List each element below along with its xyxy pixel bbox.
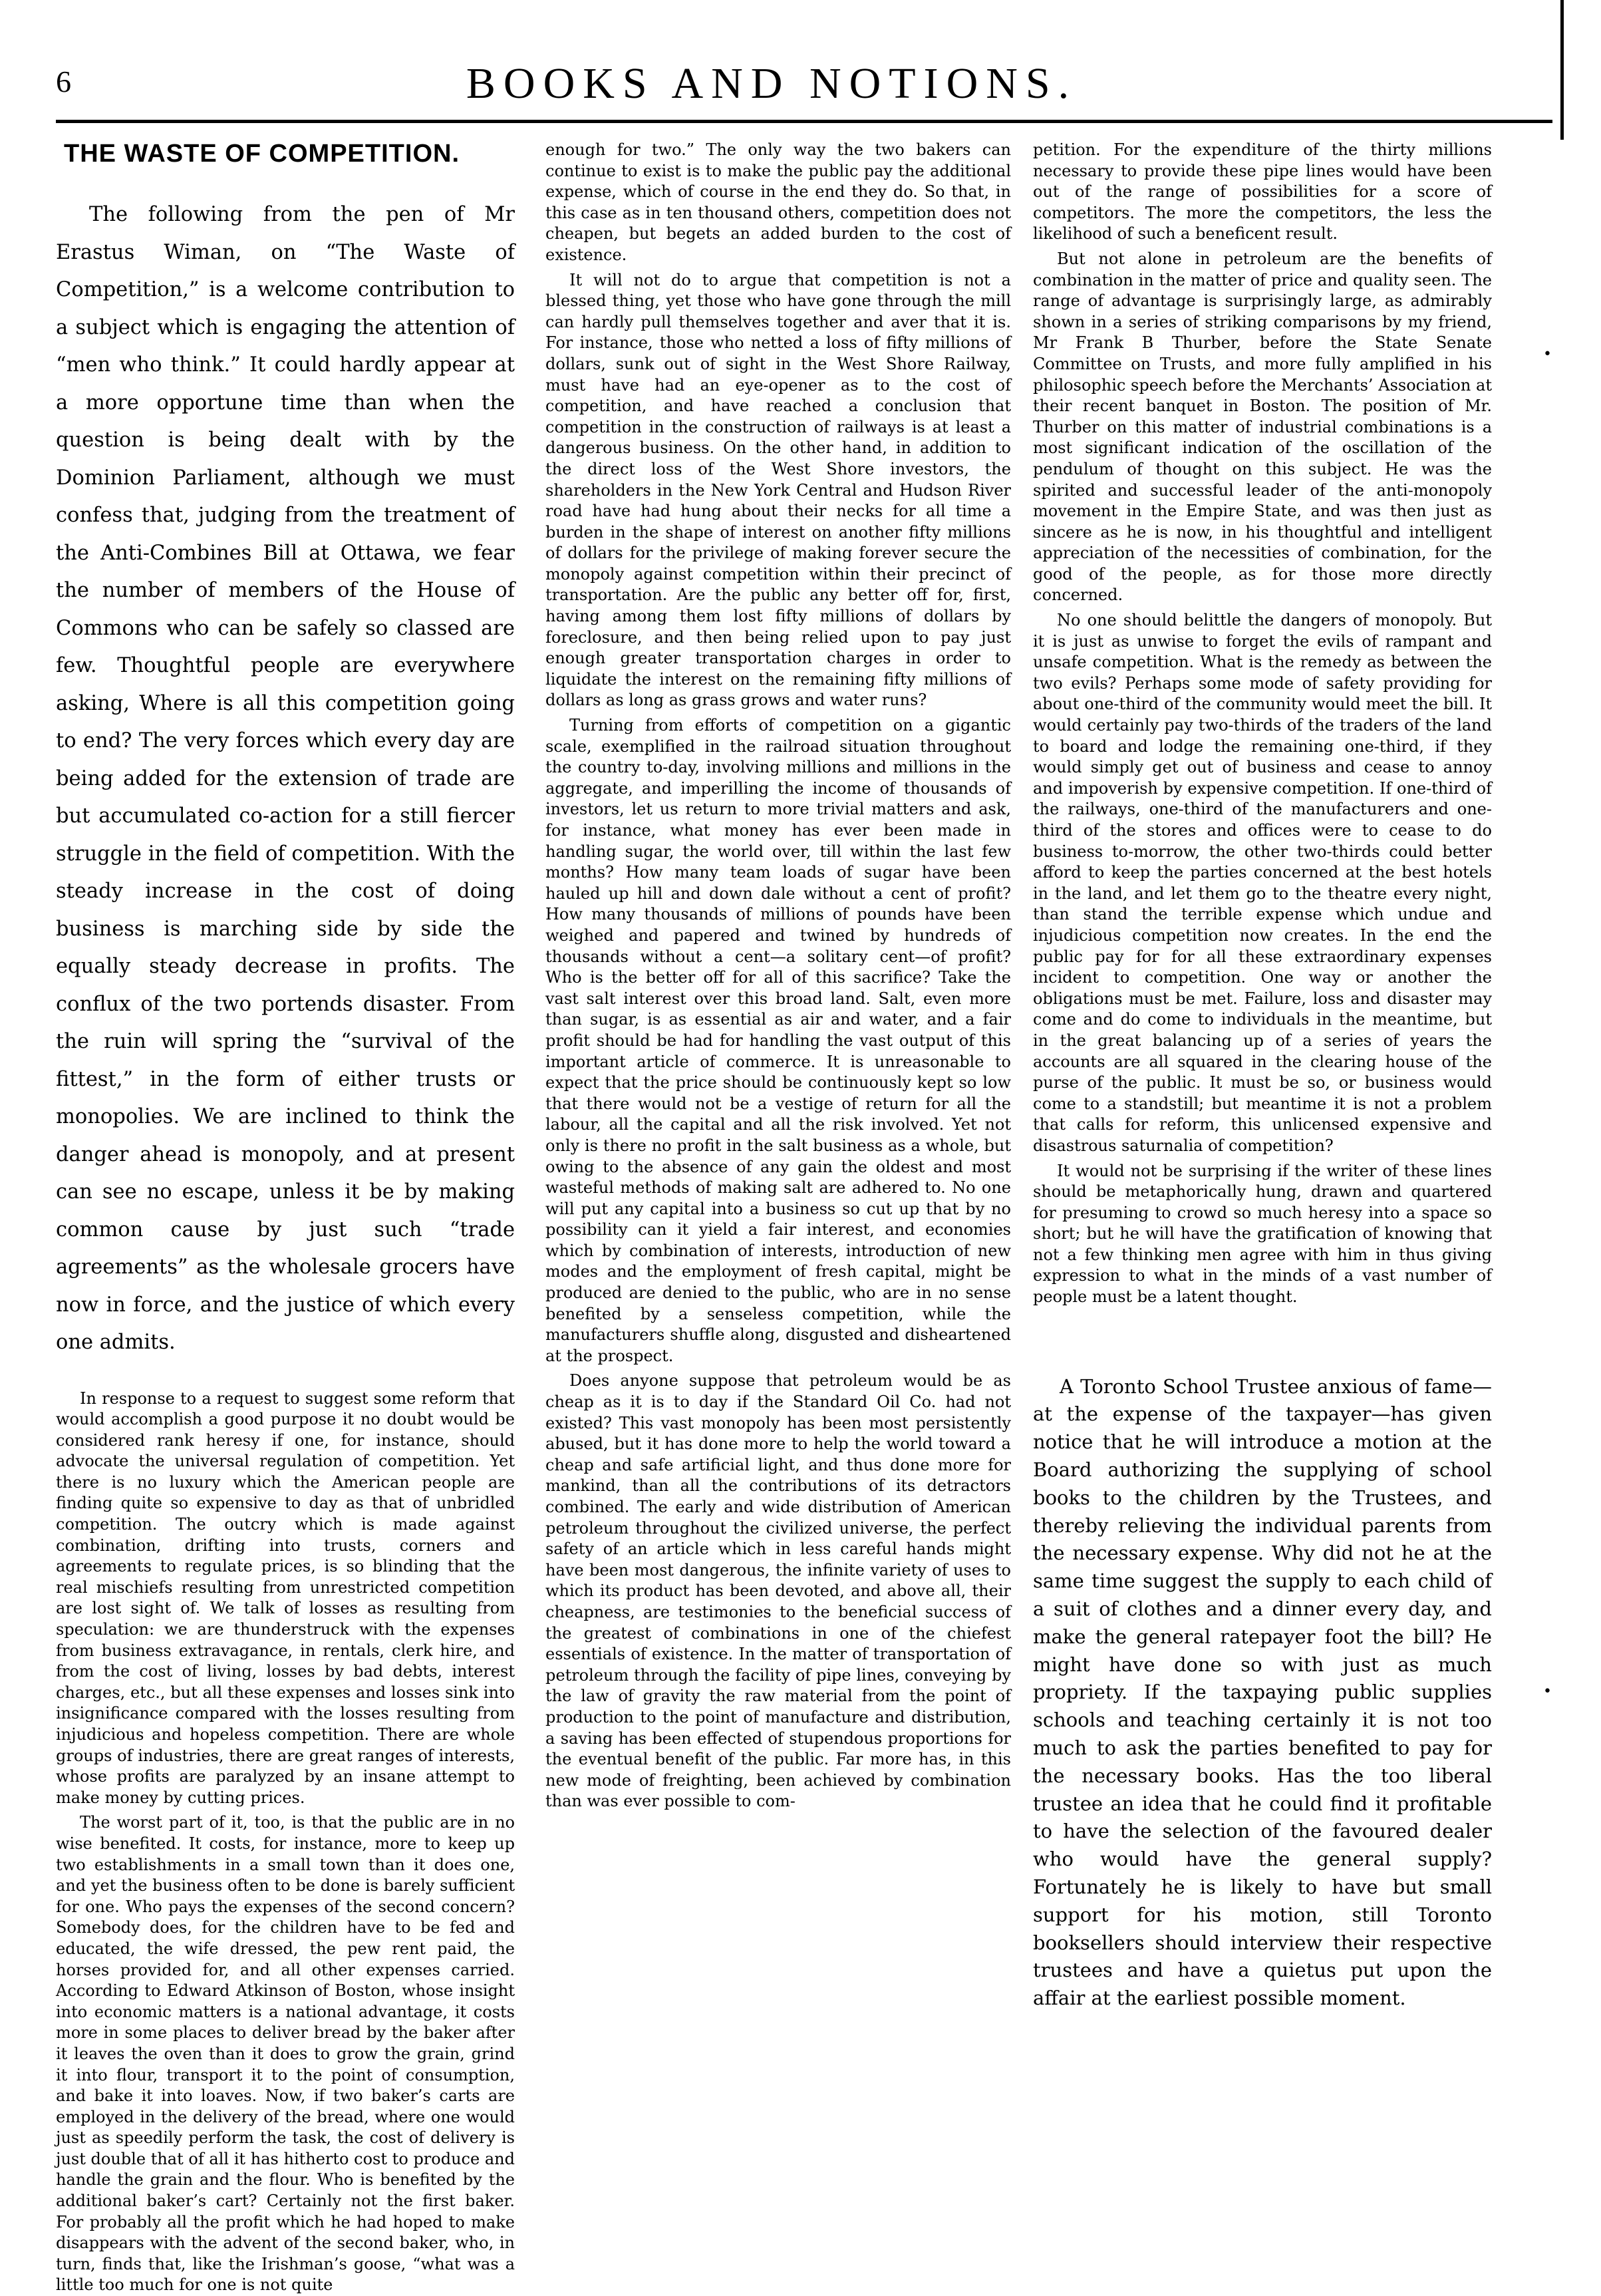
- section-gap: [1033, 1312, 1492, 1373]
- body-paragraph: In response to a request to suggest some reform that would accomplish a good purpose it no doubt would be considered rank heresy if one, for instance, should advocate the universal regulation of competition. Yet there is no luxury which the American people are finding quite so expensive to day as that of unbridled competition. The outcry which is made against combination, drifting into trusts, corners and agreements to regulate prices, is so blinding that the real mischiefs resulting from unrestricted competition are lost sight of. We talk of losses as resulting from speculation: we are thunderstruck with the expenses from business extravagance, in rentals, clerk hire, and from the cost of living, losses by bad debts, interest charges, etc., but all these expenses and losses sink into insignificance compared with the losses resulting from injudicious and hopeless competition. There are whole groups of industries, there are great ranges of interests, whose profits are paralyzed by an insane attempt to make money by cutting prices.: [56, 1389, 515, 1807]
- column-2: [545, 140, 1011, 2109]
- masthead: BOOKS AND NOTIONS.: [466, 59, 1078, 108]
- body-paragraph: No one should belittle the dangers of monopoly. But it is just as unwise to forget the evils of rampant and unsafe competition. What is the remedy as between the two evils? Perhaps some mode of safety providing for about one-third of the community would meet the bill. It would certainly pay two-thirds of the traders of the land to board and lodge the remaining one-third, if they would simply get out of business and cease to annoy and impoverish by expensive competition. If one-third of the railways, one-third of the manufacturers and one-third of the stores and offices were to cease to do business to-morrow, the other two-thirds could better afford to keep the parties concerned at the best hotels in the land, and let them go to the theatre every night, than stand the terrible expense which undue and injudicious competition now creates. In the end the public pay for for all these extraordinary expenses incident to competition. One way or another the obligations must be met. Failure, loss and disaster may come and do come to individuals in the meantime, but in the great balancing up of a series of years the accounts are all squared in the clearing house of the purse of the public. It must be so, or business would come to a standstill; but meantime it is not a problem that calls for reform, this unlicensed expensive and disastrous saturnalia of competition?: [1033, 611, 1492, 1155]
- margin-bar: [1560, 0, 1564, 140]
- lead-paragraph: The following from the pen of Mr Erastus Wiman, on “The Waste of Competition,” is a welcome contribution to a subject which is engaging the attention of “men who think.” It could hardly appear at a more opportune time than when the question is being dealt with by the Dominion Parliament, although we must confess that, judging from the treatment of the Anti-Combines Bill at Ottawa, we fear the number of members of the House of Commons who can be safely so classed are few. Thoughtful people are everywhere asking, Where is all this competition going to end? The very forces which every day are being added for the extension of trade are but accumulated co-action for a still fiercer struggle in the field of competition. With the steady increase in the cost of doing business is marching side by side the equally steady decrease in profits. The conflux of the two portends disaster. From the ruin will spring the “survival of the fittest,” in the form of either trusts or monopolies. We are inclined to think the danger ahead is monopoly, and at present can see no escape, unless it be by making common cause by just such “trade agreements” as the wholesale grocers have now in force, and the justice of which every one admits.: [56, 203, 515, 1354]
- article-title: THE WASTE OF COMPETITION.: [64, 140, 460, 168]
- body-paragraph: petition. For the expenditure of the thirty millions necessary to provide these pipe lines would have been out of the range of possibilities for a score of competitors. The more the competitors, the less the likelihood of such a beneficent result.: [1033, 140, 1492, 244]
- margin-speck: •: [1543, 346, 1552, 363]
- header-rule: [56, 120, 1552, 123]
- body-paragraph: Turning from efforts of competition on a gigantic scale, exemplified in the railroad situation throughout the country to-day, involving millions and millions in the aggregate, and imperilling the income of thousands of investors, let us return to more trivial matters and ask, for instance, what money has ever been made in handling sugar, the world over, till within the last few months? How many team loads of sugar have been hauled up hill and down dale without a cent of profit? How many thousands of millions of pounds have been weighed and papered and twined by hundreds of thousands without a cent—a solitary cent—of profit? Who is the better off for all of this sacrifice? Take the vast salt interest over this broad land. Salt, even more than sugar, is as essential as air and water, and a fair profit should be had for handling the vast output of this important article of commerce. It is unreasonable to expect that the price should be continuously kept so low that there would not be a vestige of return for all the labour, all the capital and all the risk involved. Yet not only is there no profit in the salt business as a whole, but owing to the absence of any gain the oldest and most wasteful methods of making salt are adhered to. No one will put any capital into a business so cut up that by no possibility can it yield a fair interest, and economies which by combination of interests, introduction of new modes and the employment of fresh capital, might be produced are denied to the public, who are in no sense benefited by a senseless competition, while the manufacturers shuffle along, disgusted and disheartened at the prospect.: [545, 716, 1011, 1365]
- page-number: 6: [56, 65, 71, 98]
- body-paragraph: It will not do to argue that competition is not a blessed thing, yet those who have gone through the mill can hardly pull themselves together and aver that it is. For instance, those who netted a loss of fifty millions of dollars, sunk out of sight in the West Shore Railway, must have had an eye-opener as to the cost of competition, and have reached a conclusion that competition in the construction of railways is at least a dangerous business. On the other hand, in addition to the direct loss of the West Shore investors, the shareholders in the New York Central and Hudson River road have had hung about their necks for all time a burden in the shape of interest on another fifty millions of dollars for the privilege of making forever secure the monopoly against competition within their precinct of transportation. Are the public any better off for, first, having among them lost fifty millions of dollars by foreclosure, and then being relied upon to pay just enough greater transportation charges in order to liquidate the interest on the remaining fifty millions of dollars as long as grass grows and water runs?: [545, 270, 1011, 710]
- body-paragraph: It would not be surprising if the writer of these lines should be metaphorically hung, drawn and quartered for presuming to crowd so much heresy into a space so short; but he will have the gratification of knowing that not a few thinking men agree with him in thus giving expression to what in the minds of a vast number of people must be a latent thought.: [1033, 1161, 1492, 1307]
- column-1: [56, 140, 515, 2295]
- body-paragraph: The worst part of it, too, is that the public are in no wise benefited. It costs, for instance, more to keep up two establishments in a small town than it does one, and yet the business often to be done is barely sufficient for one. Who pays the expenses of the second concern? Somebody does, for the children have to be fed and educated, the wife dressed, the pew rent paid, the horses provided for, and all other expenses carried. According to Edward Atkinson of Boston, whose insight into economic matters is a national advantage, it costs more in some places to deliver bread by the baker after it leaves the oven than it does to grow the grain, grind it into flour, transport it to the point of consumption, and bake it into loaves. Now, if two baker’s carts are employed in the delivery of the bread, where one would just as speedily perform the task, the cost of delivery is just double that of all it has hitherto cost to produce and handle the grain and the flour. Who is benefited by the additional baker’s cart? Certainly not the first baker. For probably all the profit which he had hoped to make disappears with the advent of the second baker, who, in turn, finds that, like the Irishman’s goose, “what was a little too much for one is not quite: [56, 1813, 515, 2295]
- body-paragraph: Does anyone suppose that petroleum would be as cheap as it is to day if the Standard Oil Co. had not existed? This vast monopoly has been most persistently abused, but it has done more to help the world toward a cheap and safe artificial light, and thus done more for mankind, than all the contributions of its detractors combined. The early and wide distribution of American petroleum throughout the civilized universe, the perfect safety of an article which in less careful hands might have been most dangerous, the infinite variety of uses to which its product has been devoted, and above all, their cheapness, are testimonies to the beneficial success of the greatest of combinations in one of the chiefest essentials of existence. In the matter of transportation of petroleum through the facility of pipe lines, conveying by the law of gravity the raw material from the point of production to the point of manufacture and distribution, a saving has been effected of stupendous proportions for the eventual benefit of the public. Far more has, in this new mode of freighting, been achieved by combination than was ever possible to com-: [545, 1371, 1011, 1811]
- margin-speck: •: [1543, 1683, 1552, 1700]
- body-paragraph: But not alone in petroleum are the benefits of combination in the matter of price and quality seen. The range of advantage is surprisingly large, as admirably shown in a series of striking comparisons by my friend, Mr Frank B Thurber, before the State Senate Committee on Trusts, and more fully amplified in his philosophic speech before the Merchants’ Association at their recent banquet in Boston. The position of Mr. Thurber on this matter of industrial combinations is a most significant indication of the oscillation of the pendulum of thought on this subject. He was the spirited and successful leader of the anti-monopoly movement in the Empire State, and was then just as sincere as he is now, in his thoughtful and intelligent appreciation of the necessities of combination, for the good of the people, as for those more directly concerned.: [1033, 249, 1492, 605]
- column-3: [1033, 140, 1492, 2109]
- trustee-note: A Toronto School Trustee anxious of fame—at the expense of the taxpayer—has given notice that he will introduce a motion at the Board authorizing the supplying of school books to the children by the Trustees, and thereby relieving the individual parents from the necessary expense. Why did not he at the same time suggest the supply to each child of a suit of clothes and a dinner every day, and make the general ratepayer foot the bill? He might have done so with just as much propriety. If the taxpaying public supplies schools and teaching certainly it is not too much to ask the parties benefited to pay for the necessary books. Has the too liberal trustee an idea that he could find it profitable to have the selection of the favoured dealer who would have the general supply? Fortunately he is likely to have but small support for his motion, still Toronto booksellers should interview their respective trustees and have a quietus put upon the affair at the earliest possible moment.: [1033, 1375, 1492, 2010]
- body-paragraph: enough for two.” The only way the two bakers can continue to exist is to make the public pay the additional expense, which of course in the end they do. So that, in this case as in ten thousand others, competition does not cheapen, but begets an added burden to the cost of existence.: [545, 140, 1011, 264]
